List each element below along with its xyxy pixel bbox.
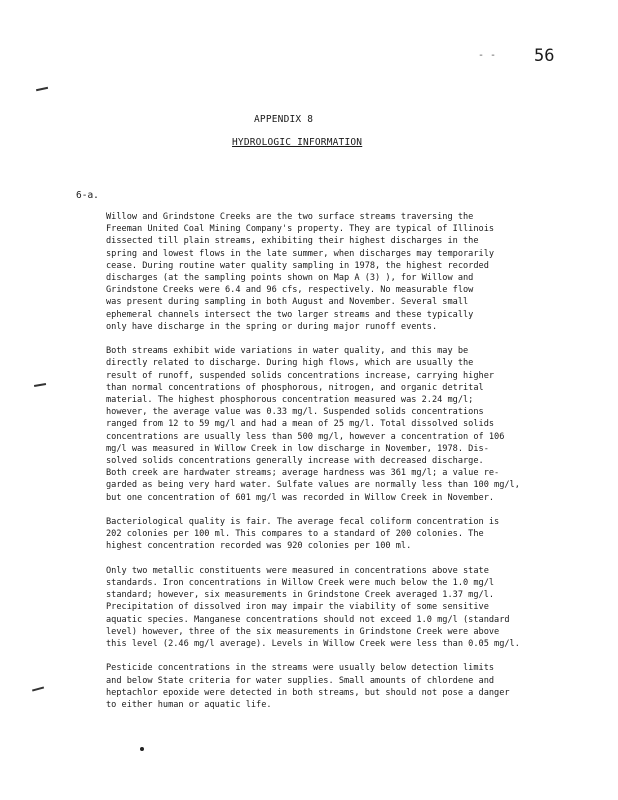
appendix-title: APPENDIX 8 xyxy=(254,114,314,125)
corner-marks: - - xyxy=(478,50,497,61)
margin-tick-mark xyxy=(34,383,46,387)
paragraph-bacteriological: Bacteriological quality is fair. The average fecal coliform concentration is 202 colonies per 100 ml. This compares to a standard of 200 colonies. The highest concentration recorded was 920 colonies per 100 ml. xyxy=(106,517,500,552)
margin-tick-mark xyxy=(32,686,44,691)
paragraph-metals: Only two metallic constituents were measured in concentrations above state standards. Iron concentrations in Willow Creek were much below the 1.0 mg/l standard; however, six measurements in Grindstone Creek averaged 1.37 mg/l. Precipitation of dissolved iron may impair the viability of some sensitive aquatic species. Manganese concentrations should not exceed 1.0 mg/l (standard level) however, three of the six measurements in Grindstone Creek were above this level (2.46 mg/l average). Levels in Willow Creek were less than 0.05 mg/l. xyxy=(106,565,520,650)
paragraph-water-quality: Both streams exhibit wide variations in water quality, and this may be directly related to discharge. During high flows, which are usually the result of runoff, suspended solids concentrations increase, carrying higher than normal concentrations of phosphorous, nitrogen, and organic detrital material. The highest phosphorous concentration measured was 2.24 mg/l; however, the average value was 0.33 mg/l. Suspended solids concentrations ranged from 12 to 59 mg/l and had a mean of 25 mg/l. Total dissolved solids concentrations are usually less than 500 mg/l, however a concentration of 106 mg/l was measured in Willow Creek in low discharge in November, 1978. Dis- solved solids concentrations generally increase with decreased discharge. Both creek are hardwater streams; average hardness was 361 mg/l; a value re- garded as being very hard water. Sulfate values are normally less than 100 mg/l, but one concentration of 601 mg/l was recorded in Willow Creek in November. xyxy=(106,346,520,503)
document-body xyxy=(106,211,568,723)
item-label: 6-a. xyxy=(76,190,99,201)
paragraph-streams: Willow and Grindstone Creeks are the two surface streams traversing the Freeman United Coal Mining Company's property. They are typical of Illinois dissected till plain streams, exhibiting their highest discharges in the spring and lowest flows in the late summer, when discharges may temporarily cease. During routine water quality sampling in 1978, the highest recorded discharges (at the sampling points shown on Map A (3) ), for Willow and Grindstone Creeks were 6.4 and 96 cfs, respectively. No measurable flow was present during sampling in both August and November. Several small ephemeral channels intersect the two larger streams and these typically only have discharge in the spring or during major runoff events. xyxy=(106,212,495,332)
section-title: HYDROLOGIC INFORMATION xyxy=(232,137,363,148)
page-number: 56 xyxy=(534,46,555,66)
paragraph-pesticides: Pesticide concentrations in the streams were usually below detection limits and below State criteria for water supplies. Small amounts of chlordene and heptachlor epoxide were detected in both streams, but should not pose a danger to either human or aquatic life. xyxy=(106,663,510,711)
scan-dot xyxy=(140,747,144,751)
margin-tick-mark xyxy=(36,87,48,91)
